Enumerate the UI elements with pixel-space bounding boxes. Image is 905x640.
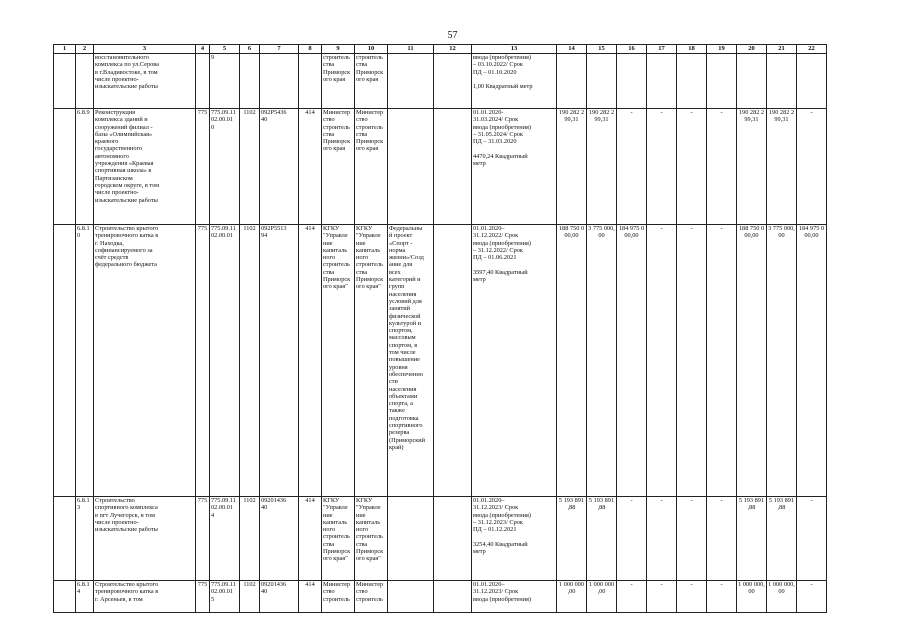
table-cell: строитель ства Приморск ого края	[355, 54, 388, 109]
table-cell: -	[677, 225, 707, 497]
table-cell	[388, 54, 434, 109]
table-cell: КГКУ "Управле ние капиталь ного строитель ства Приморск ого края"	[322, 225, 355, 497]
table-cell: 5 193 891 ,88	[737, 497, 767, 581]
table-cell	[196, 54, 210, 109]
table-cell: -	[647, 109, 677, 225]
table-cell: 01.01.2020– 31.12.2023/ Срок ввода (приобретения)	[472, 581, 557, 613]
table-cell: Строительство крытого тренировочного катка в г. Арсеньев, в том	[94, 581, 196, 613]
table-cell: 01.01.2020– 31.12.2022/ Срок ввода (приобретения) – 31.12.2022/ Срок ПД – 01.06.2021 3597,40 Квадратный метр	[472, 225, 557, 497]
table-cell: 5 193 891 ,88	[557, 497, 587, 581]
column-header: 22	[797, 45, 827, 54]
page-number: 57	[447, 30, 458, 41]
table-cell	[647, 54, 677, 109]
table-cell: -	[647, 581, 677, 613]
table-cell: 775	[196, 497, 210, 581]
table-cell: 1 000 000, 00	[737, 581, 767, 613]
column-header: 17	[647, 45, 677, 54]
table-cell: -	[797, 497, 827, 581]
table-cell: Министер ство строитель	[322, 581, 355, 613]
table-cell	[434, 109, 472, 225]
table-cell: -	[707, 109, 737, 225]
table-cell: ввода (приобретения) – 03.10.2022/ Срок ПД – 01.10.2020 1,00 Квадратный метр	[472, 54, 557, 109]
table-cell	[388, 497, 434, 581]
column-header: 3	[94, 45, 196, 54]
table-cell: -	[647, 497, 677, 581]
table-cell: 414	[299, 109, 322, 225]
column-header: 20	[737, 45, 767, 54]
column-header: 11	[388, 45, 434, 54]
table-cell: -	[797, 109, 827, 225]
table-cell: 775	[196, 581, 210, 613]
table-cell	[434, 54, 472, 109]
table-cell: 01.01.2020- 31.03.2024/ Срок ввода (приобретения) – 31.05.2024/ Срок ПД – 31.03.2020 4470,24 Квадратный метр	[472, 109, 557, 225]
table-cell: -	[617, 581, 647, 613]
table-cell: 188 750 0 00,00	[737, 225, 767, 497]
table-cell: КГКУ "Управле ние капиталь ного строитель ства Приморск ого края"	[322, 497, 355, 581]
table-cell: 414	[299, 497, 322, 581]
table-cell: 775	[196, 109, 210, 225]
table-cell: -	[707, 581, 737, 613]
table-cell	[54, 497, 76, 581]
table-cell: Строительство спортивного комплекса в пгт Лучегорск, в том числе проектно- изыскательские работы	[94, 497, 196, 581]
table-row	[54, 497, 827, 581]
table-row	[54, 109, 827, 225]
table-cell: 1 000 000 ,00	[557, 581, 587, 613]
table-cell	[54, 109, 76, 225]
column-header: 10	[355, 45, 388, 54]
table-cell	[388, 581, 434, 613]
table-cell: -	[647, 225, 677, 497]
table-cell	[388, 109, 434, 225]
table-cell: 190 282 2 99,31	[587, 109, 617, 225]
table-cell: 3 775 000, 00	[587, 225, 617, 497]
column-header: 16	[617, 45, 647, 54]
table-cell: 092P5436 40	[260, 109, 299, 225]
table-cell	[54, 54, 76, 109]
table-cell: 6.8.13	[76, 497, 94, 581]
table-cell: 775.09.11 02.00.01 5	[210, 581, 240, 613]
table-cell: Реконструкция комплекса зданий и сооружений филиал - базы «Олимпийская» краевого государственного автономного учреждения «Краевая спортивная школа» в Партизанском городском округе, в том числе проектно- изыскательские работы	[94, 109, 196, 225]
table-cell	[737, 54, 767, 109]
table-cell: -	[707, 225, 737, 497]
table-cell	[617, 54, 647, 109]
column-header: 21	[767, 45, 797, 54]
table-cell: 6.8.14	[76, 581, 94, 613]
header-row	[54, 45, 827, 54]
table-cell	[557, 54, 587, 109]
table-cell	[434, 225, 472, 497]
table-cell: 09201436 40	[260, 581, 299, 613]
table-cell: 184 975 0 00,00	[617, 225, 647, 497]
table-cell: 09201436 40	[260, 497, 299, 581]
table-cell: КГКУ "Управле ние капиталь ного строитель ства Приморск ого края"	[355, 497, 388, 581]
column-header: 9	[322, 45, 355, 54]
table-cell: 01.01.2020– 31.12.2023/ Срок ввода (приобретения) – 31.12.2023/ Срок ПД – 01.12.2021 3254,40 Квадратный метр	[472, 497, 557, 581]
table-cell: строитель ства Приморск ого края	[322, 54, 355, 109]
column-header: 2	[76, 45, 94, 54]
table-cell: 190 282 2 99,31	[557, 109, 587, 225]
column-header: 7	[260, 45, 299, 54]
column-header: 8	[299, 45, 322, 54]
table-cell: -	[617, 109, 647, 225]
table-cell: Федеральны й проект «Спорт - норма жизни»/Созд ание для всех категорий и групп населения условий для занятий физической культурой и спортом, массовым спортом, в том числе повышение уровня обеспеченно сти населения объектами спорта, а также подготовка спортивного резерва (Приморский край)	[388, 225, 434, 497]
table-cell	[76, 54, 94, 109]
table-cell: -	[617, 497, 647, 581]
table-cell: 414	[299, 225, 322, 497]
table-cell: 1102	[240, 497, 260, 581]
table-row	[54, 581, 827, 613]
table-cell: -	[677, 109, 707, 225]
table-cell	[677, 54, 707, 109]
table-row	[54, 225, 827, 497]
table-cell: -	[797, 581, 827, 613]
table-cell: КГКУ "Управле ние капиталь ного строитель ства Приморск ого края"	[355, 225, 388, 497]
table-cell	[587, 54, 617, 109]
table-cell: 6.8.9	[76, 109, 94, 225]
table-cell: 1102	[240, 109, 260, 225]
column-header: 4	[196, 45, 210, 54]
table-cell: 1102	[240, 225, 260, 497]
table-cell: 5 193 891 ,88	[587, 497, 617, 581]
table-cell: 6.8.10	[76, 225, 94, 497]
table-cell	[707, 54, 737, 109]
column-header: 14	[557, 45, 587, 54]
table-cell: -	[707, 497, 737, 581]
table-cell: 414	[299, 581, 322, 613]
table-cell	[260, 54, 299, 109]
table-cell: Министер ство строитель ства Приморск ого края	[355, 109, 388, 225]
data-table	[53, 44, 827, 613]
table-cell	[54, 581, 76, 613]
table-cell: 775.09.11 02.00.01 4	[210, 497, 240, 581]
table-cell	[299, 54, 322, 109]
table-cell: Строительство крытого тренировочного катка в г. Находка, софинансируемого за счёт средств федерального бюджета	[94, 225, 196, 497]
table-cell	[434, 581, 472, 613]
table-cell: Министер ство строитель	[355, 581, 388, 613]
column-header: 13	[472, 45, 557, 54]
table-cell: 092P5513 94	[260, 225, 299, 497]
table-cell	[767, 54, 797, 109]
table-cell: 188 750 0 00,00	[557, 225, 587, 497]
table-cell: 184 975 0 00,00	[797, 225, 827, 497]
table-cell: 3 775 000, 00	[767, 225, 797, 497]
table-cell	[54, 225, 76, 497]
column-header: 15	[587, 45, 617, 54]
table-cell: 9	[210, 54, 240, 109]
column-header: 19	[707, 45, 737, 54]
table-row	[54, 54, 827, 109]
column-header: 5	[210, 45, 240, 54]
table-cell: восстановительного комплекса по ул.Серова в г.Владивостоке, в том числе проектно- изыскательские работы	[94, 54, 196, 109]
table-cell: Министер ство строитель ства Приморск ого края	[322, 109, 355, 225]
table-cell: 1 000 000, 00	[767, 581, 797, 613]
column-header: 12	[434, 45, 472, 54]
table-cell	[240, 54, 260, 109]
column-header: 1	[54, 45, 76, 54]
table-cell: 5 193 891 ,88	[767, 497, 797, 581]
table-cell: 190 282 2 99,31	[737, 109, 767, 225]
table-cell: 1102	[240, 581, 260, 613]
table-cell: -	[677, 497, 707, 581]
table-cell	[434, 497, 472, 581]
table-cell: 775.09.11 02.00.01 0	[210, 109, 240, 225]
column-header: 18	[677, 45, 707, 54]
table-cell	[797, 54, 827, 109]
table-cell: 190 282 2 99,31	[767, 109, 797, 225]
table-cell: -	[677, 581, 707, 613]
table-cell: 1 000 000 ,00	[587, 581, 617, 613]
table-cell: 775.09.11 02.00.01	[210, 225, 240, 497]
column-header: 6	[240, 45, 260, 54]
table-cell: 775	[196, 225, 210, 497]
